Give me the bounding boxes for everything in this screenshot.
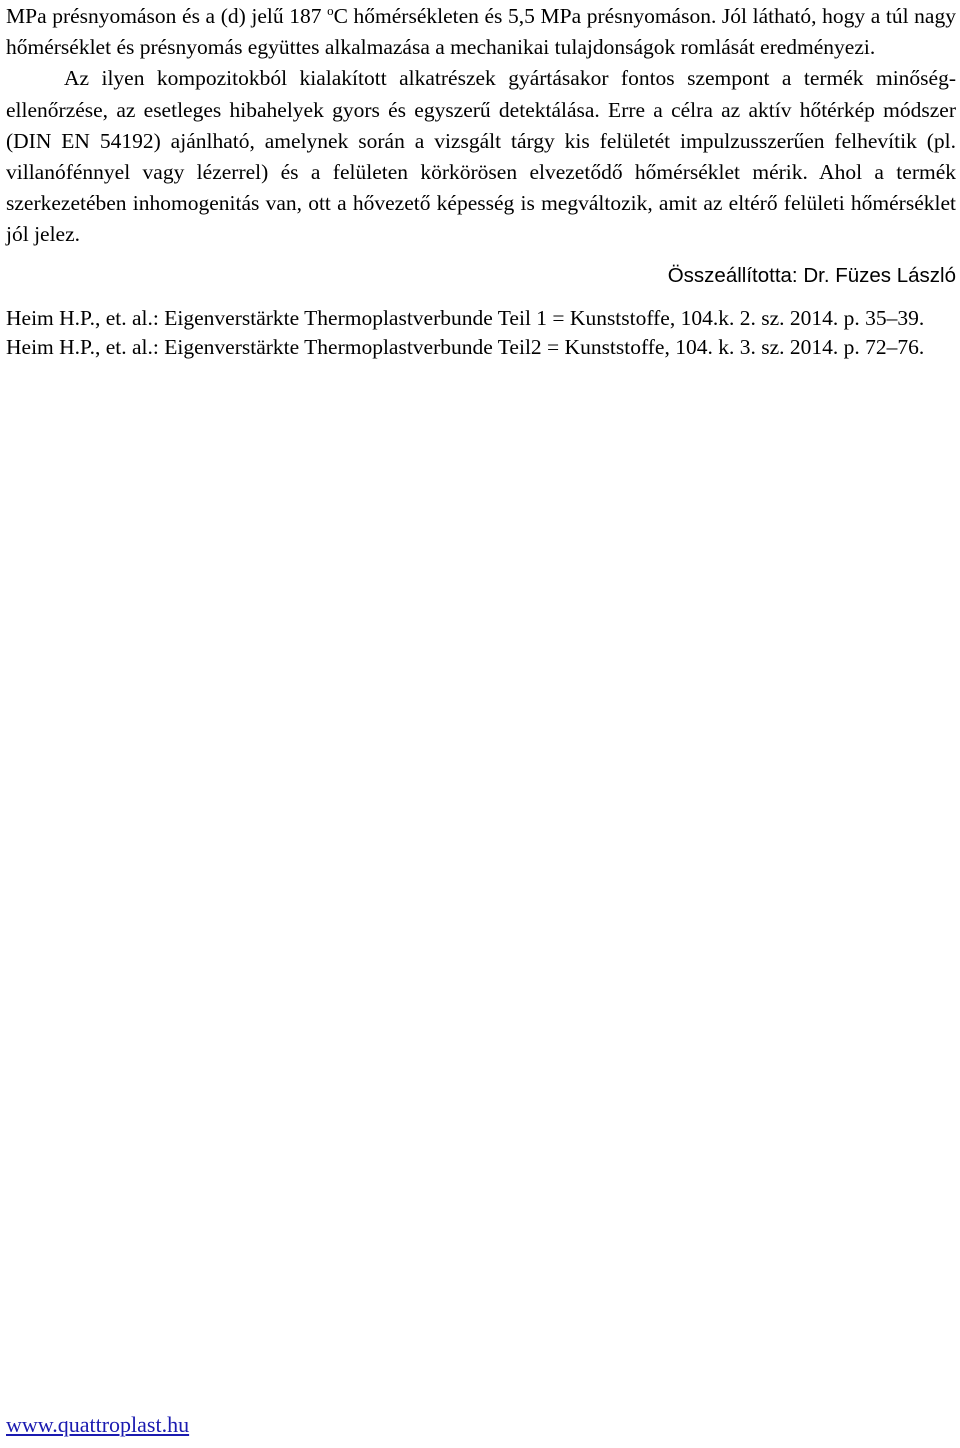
document-page xyxy=(6,0,956,363)
footer-website-link[interactable]: www.quattroplast.hu xyxy=(6,1412,190,1437)
references-list xyxy=(6,304,956,363)
article-body xyxy=(6,0,956,291)
paragraph-quality-control: Az ilyen kompozitokból kialakított alkatrészek gyártásakor fontos szempont a termék minőség-ellenőrzése, az esetleges hibahelyek gyors és egyszerű detektálása. Erre a célra az aktív hőtérkép módszer (DIN EN 54192) ajánlható, amelynek során a vizsgált tárgy kis felületét impulzusszerűen felhevítik (pl. villanófénnyel vagy lézerrel) és a felületen körkörösen elvezetődő hőmérséklet mérik. Ahol a termék szerkezetében inhomogenitás van, ott a hővezető képesség is megváltozik, amit az eltérő felületi hőmérséklet jól jelez. xyxy=(6,66,956,247)
paragraph-results-text-b: C hőmérsékleten és 5,5 MPa présnyomáson. Jól látható, hogy a túl nagy hőmérséklet és présnyomás együttes alkalmazása a mechanikai tulajdonságok romlását eredményezi. xyxy=(6,4,956,60)
reference-item: Heim H.P., et. al.: Eigenverstärkte Thermoplastverbunde Teil2 = Kunststoffe, 104. k. 3. sz. 2014. p. 72–76. xyxy=(6,335,925,360)
paragraph-results xyxy=(6,1,956,63)
paragraph-results-text-a: MPa présnyomáson és a (d) jelű 187 xyxy=(6,4,328,28)
reference-item: Heim H.P., et. al.: Eigenverstärkte Thermoplastverbunde Teil 1 = Kunststoffe, 104.k. 2. sz. 2014. p. 35–39. xyxy=(6,305,925,330)
degree-superscript: o xyxy=(327,3,334,18)
compiled-by-line: Összeállította: Dr. Füzes László xyxy=(667,263,956,287)
